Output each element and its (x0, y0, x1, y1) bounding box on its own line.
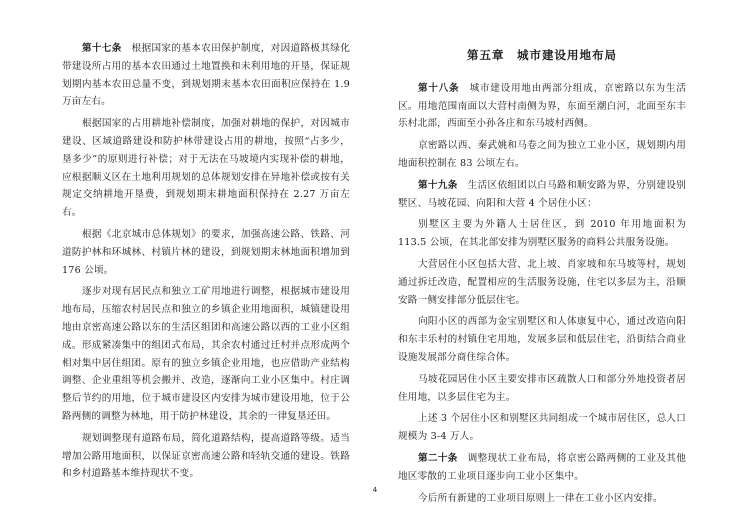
chapter-title: 第五章 城市建设用地布局 (467, 48, 617, 62)
paragraph-text: 根据国家的基本农田保护制度，对因道路极其绿化带建设所占用的基本农田通过土地置换和未利用地的开垦，保证规划期内基本农田总量不变，到规划期末基本农田面积应保持在 1.9 万亩左右。 (62, 43, 350, 108)
article-number: 第十九条 (418, 179, 468, 191)
article-number: 第十八条 (418, 82, 470, 94)
paragraph (398, 313, 686, 366)
paragraph (398, 371, 686, 407)
paragraph-text: 大营居住小区包括大营、北上坡、肖家坡和东马坡等村，规划通过拆迁改造，配置相应的生活服务设施，住宅以多层为主，沿顺安路一侧安排部分低层住宅。 (398, 258, 686, 306)
paragraph (398, 216, 686, 252)
paragraph-text: 根据《北京城市总体规划》的要求，加强高速公路、铁路、河道防护林和环城林、村镇片林的建设，到规划期末林地面积增加到 176 公顷。 (62, 228, 350, 276)
paragraph (398, 137, 686, 173)
paragraph-text: 上述 3 个居住小区和别墅区共同组成一个城市居住区，总人口规模为 3-4 万人。 (398, 413, 686, 443)
paragraph-text: 向阳小区的西部为金宝别墅区和人体康复中心，通过改造向阳和东丰乐村的村镇住宅用地，发展多层和低层住宅，沿街结合商业设施发展部分商住综合体。 (398, 316, 686, 363)
paragraph (62, 40, 350, 111)
right-column (398, 40, 686, 507)
paragraph (398, 410, 686, 446)
paragraph (62, 283, 350, 425)
paragraph (398, 80, 686, 133)
paragraph (62, 430, 350, 483)
article-number: 第二十条 (418, 452, 468, 464)
left-column (62, 40, 350, 483)
paragraph-text: 城市建设用地由两部分组成，京密路以东为生活区。用地范围南面以大营村南侧为界，东面至潮白河，北面至东丰乐村北部，西面至小孙各庄和东马坡村西侧。 (398, 82, 686, 130)
paragraph-text: 调整现状工业布局，将京密公路两侧的工业及其他地区零散的工业项目逐步向工业小区集中。 (398, 452, 686, 482)
paragraph (398, 256, 686, 309)
page-number: 4 (372, 486, 378, 494)
paragraph-text: 别墅区主要为外籍人士居住区，到 2010 年用地面积为 113.5 公顷，在其北部安排为别墅区服务的商料公共服务设施。 (398, 219, 686, 249)
paragraph-text: 根据国家的占用耕地补偿制度，加强对耕地的保护，对因城市建设、区域道路建设和防护林带建设占用的耕地，按照“占多少，垦多少”的原则进行补偿；对于无法在马坡境内实现补偿的耕地，应根据顺义区在土地利用规划的总体规划安排在异地补偿或按有关规定交纳耕地开垦费，到规划期末耕地面积保持在 2.27 万亩左右。 (62, 118, 350, 219)
paragraph-text: 京密路以西、秦武姚和马卷之间为独立工业小区，规划期内用地面积控制在 83 公顷左右。 (398, 140, 686, 169)
article-number: 第十七条 (82, 43, 132, 54)
paragraph-text: 规划调整现有道路布局，简化道路结构，提高道路等级。适当增加公路用地面积，以保证京密高速公路和轻轨交通的建设。铁路和乡村道路基本维持现状不变。 (62, 432, 350, 480)
paragraph-text: 生活区依组团以白马路和顺安路为界，分别建设别墅区、马坡花园、向阳和大营 4 个居住小区： (398, 179, 686, 209)
paragraph (62, 115, 350, 222)
paragraph-text: 逐步对现有居民点和独立工矿用地进行调整，根据城市建设用地布局，压缩农村居民点和独立的乡镇企业用地面积，城镇建设用地由京密高速公路以东的生活区组团和高速公路以西的工业小区组成。形成紧凑集中的组团式布局，其余农村通过迁村并点形成两个相对集中居住组团。原有的独立乡镇企业用地，也应借助产业结构调整、企业重组等机会搬并、改造，逐渐向工业小区集中。村庄调整后节约的用地，位于城市建设区内安排为城市建设用地，位于公路两侧的调整为林地，用于防护林建设，其余的一律复垦还田。 (62, 286, 350, 422)
paragraph-text: 今后所有新建的工业项目原则上一律在工业小区内安排。 (418, 492, 663, 504)
right-column-body (398, 80, 686, 508)
paragraph (62, 226, 350, 279)
paragraph-text: 马坡花园居住小区主要安排市区疏散人口和部分外地投资者居住用地，以多层住宅为主。 (398, 373, 686, 403)
paragraph (398, 450, 686, 486)
paragraph (398, 177, 686, 213)
